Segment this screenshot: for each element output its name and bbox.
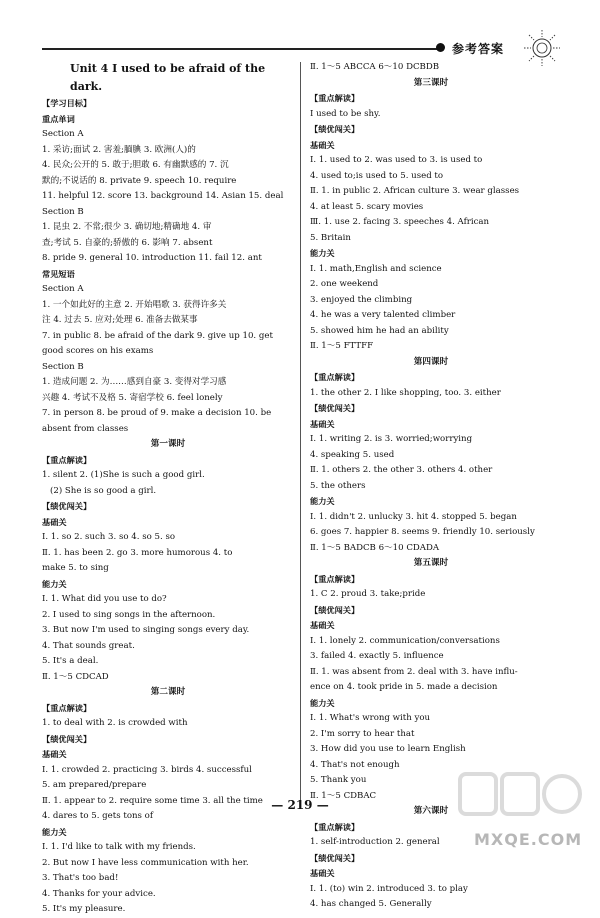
left-line: Ⅱ. 1. appear to 2. require some time 3. all the time [42,795,263,806]
right-line: 1. self-introduction 2. general [310,837,440,847]
right-line: Ⅱ. 1～5 CDBAC [310,790,377,801]
right-line: 【重点解读】 [310,372,360,382]
right-line: 4. he was a very talented climber [310,310,456,320]
left-line: 5. It's my pleasure. [42,904,126,914]
left-line: 基础关 [42,516,67,527]
right-line: 【绩优闯关】 [310,604,360,615]
unit-title: Unit 4 I used to be afraid of the dark. [70,62,266,93]
right-line: 5. Thank you [310,775,367,785]
left-line: 8. pride 9. general 10. introduction 11. fail 12. ant [42,253,262,263]
right-line: Ⅰ. 1. lonely 2. communication/conversations [310,635,500,646]
right-line: 3. enjoyed the climbing [310,294,413,305]
left-line: 能力关 [42,578,67,589]
right-line: 基础关 [310,620,335,630]
right-line: 【重点解读】 [310,573,360,584]
left-line: 1. to deal with 2. is crowded with [42,718,188,728]
left-line: 兴趣 4. 考试不及格 5. 寄宿学校 6. feel lonely [42,392,223,403]
right-line: Ⅲ. 1. use 2. facing 3. speeches 4. African [310,217,490,227]
watermark-url: MXQE.COM [474,830,583,849]
left-line: 1. 昆虫 2. 不常;很少 3. 确切地;精确地 4. 审 [42,222,212,232]
left-line: 4. Thanks for your advice. [42,888,156,899]
left-line: 默的;不说话的 8. private 9. speech 10. require [42,175,237,186]
right-line: 2. I'm sorry to hear that [310,728,415,739]
left-line: Section B [42,206,84,217]
right-line: ence on 4. took pride in 5. made a decision [310,682,498,692]
left-line: 3. But now I'm used to singing songs every day. [42,625,250,635]
right-line: 第六课时 [413,806,449,816]
left-line: 1. 一个如此好的主意 2. 开始唱歌 3. 获得许多关 [42,299,227,310]
left-line: Ⅱ. 1. has been 2. go 3. more humorous 4. to [42,547,233,558]
right-line: 【重点解读】 [310,821,360,832]
right-line: Ⅱ. 1. others 2. the other 3. others 4. other [310,465,493,475]
left-line: Ⅰ. 1. What did you use to do? [42,594,167,604]
right-line: 【绩优闯关】 [310,852,360,863]
right-line: 4. used to;is used to 5. used to [310,170,444,181]
left-line: 1. 造成问题 2. 为……感到自豪 3. 变得对学习感 [42,377,227,387]
left-line: 2. I used to sing songs in the afternoon. [42,609,216,620]
left-line: 【重点解读】 [42,454,92,465]
left-line: 4. 民众;公开的 5. 敢于;胆敢 6. 有幽默感的 7. 沉 [42,160,229,170]
right-line: 4. That's not enough [310,759,400,770]
right-line: 1. the other 2. I like shopping, too. 3. either [310,387,501,398]
left-line: 第一课时 [150,439,186,449]
right-line: 第五课时 [413,558,449,568]
right-line: Ⅱ. 1. was absent from 2. deal with 3. have influ- [310,666,518,677]
right-line: Ⅱ. 1. in public 2. African culture 3. wear glasses [310,186,520,196]
right-line: Ⅰ. 1. writing 2. is 3. worried;worrying [310,434,473,444]
left-line: 4. That sounds great. [42,640,135,651]
left-line: absent from classes [42,423,129,434]
right-line: Ⅱ. 1～5 ABCCA 6～10 DCBDB [310,62,440,72]
left-line: 注 4. 过去 5. 应对;处理 6. 准备去做某事 [42,315,198,325]
right-line: 能力关 [310,697,335,708]
left-line: 5. It's a deal. [42,656,99,666]
left-line: 1. silent 2. (1)She is such a good girl. [42,470,205,480]
left-line: Ⅰ. 1. so 2. such 3. so 4. so 5. so [42,532,176,542]
right-line: 1. C 2. proud 3. take;pride [310,589,426,599]
right-line: 【重点解读】 [310,93,360,103]
right-line: Ⅱ. 1～5 BADCB 6～10 CDADA [310,542,440,553]
left-line: 【重点解读】 [42,702,92,713]
right-line: 能力关 [310,248,335,258]
right-line: 【绩优闯关】 [310,124,360,134]
right-line: 【绩优闯关】 [310,403,360,413]
left-line: 7. in person 8. be proud of 9. make a decision 10. be [42,408,272,418]
left-line: 【学习目标】 [42,98,92,108]
right-line: 第四课时 [413,356,449,367]
left-line: 第二课时 [150,687,186,697]
left-line: Ⅱ. 1～5 CDCAD [42,671,109,682]
left-line: (2) She is so good a girl. [50,485,157,496]
right-line: Ⅰ. 1. (to) win 2. introduced 3. to play [310,883,468,894]
right-line: Ⅰ. 1. didn't 2. unlucky 3. hit 4. stopped 5. began [310,511,517,522]
right-line: 第三课时 [413,77,449,88]
right-line: 3. How did you use to learn English [310,744,466,754]
left-line: make 5. to sing [42,563,109,573]
left-line: good scores on his exams [42,346,154,356]
left-line: Ⅰ. 1. crowded 2. practicing 3. birds 4. successful [42,764,252,775]
right-line: Ⅱ. 1～5 FTTFF [310,341,374,351]
left-line: Section A [42,129,84,139]
right-line: 能力关 [310,496,335,506]
left-line: 1. 采访;面试 2. 害羞;腼腆 3. 欧洲(人)的 [42,144,196,155]
left-line: 常见短语 [42,268,75,279]
page-number: — 219 — [271,798,329,812]
right-line: 5. the others [310,480,366,491]
left-line: 7. in public 8. be afraid of the dark 9. give up 10. get [42,330,273,341]
left-line: 3. That's too bad! [42,873,119,883]
right-line: Ⅰ. 1. math,English and science [310,263,442,274]
left-line: 11. helpful 12. score 13. background 14. Asian 15. deal [42,191,284,201]
column-divider [300,62,301,802]
right-line: 5. showed him he had an ability [310,325,449,336]
right-line: I used to be shy. [310,108,381,119]
right-line: Ⅰ. 1. used to 2. was used to 3. is used to [310,155,483,165]
right-line: 基础关 [310,868,335,878]
left-answer-lines [42,96,294,918]
left-line: 查;考试 5. 自豪的;骄傲的 6. 影响 7. absent [42,237,213,248]
right-line: 3. failed 4. exactly 5. influence [310,651,444,661]
right-line: Ⅰ. 1. What's wrong with you [310,713,431,723]
left-line: 2. But now I have less communication with her. [42,857,249,868]
right-line: 4. has changed 5. Generally [310,899,432,909]
header-title: 参考答案 [452,42,505,56]
right-line: 5. Britain [310,232,351,243]
left-line: 能力关 [42,826,67,837]
left-line: 4. dares to 5. gets tons of [42,811,154,821]
left-line: Ⅰ. 1. I'd like to talk with my friends. [42,842,196,852]
right-line: 基础关 [310,418,335,429]
left-line: 【绩优闯关】 [42,501,92,511]
right-line: 基础关 [310,139,335,150]
right-line: 6. goes 7. happier 8. seems 9. friendly 10. seriously [310,527,535,537]
left-line: Section A [42,284,84,294]
left-line: 基础关 [42,749,67,759]
left-line: Section B [42,361,84,372]
right-line: 2. one weekend [310,279,379,289]
header-rule [42,48,438,50]
left-line: 【绩优闯关】 [42,733,92,744]
right-line: 4. at least 5. scary movies [310,201,424,212]
left-line: 5. am prepared/prepare [42,780,147,790]
right-line: 4. speaking 5. used [310,449,395,460]
header-bullet [436,43,445,52]
left-column [42,60,294,918]
left-line: 重点单词 [42,113,75,124]
